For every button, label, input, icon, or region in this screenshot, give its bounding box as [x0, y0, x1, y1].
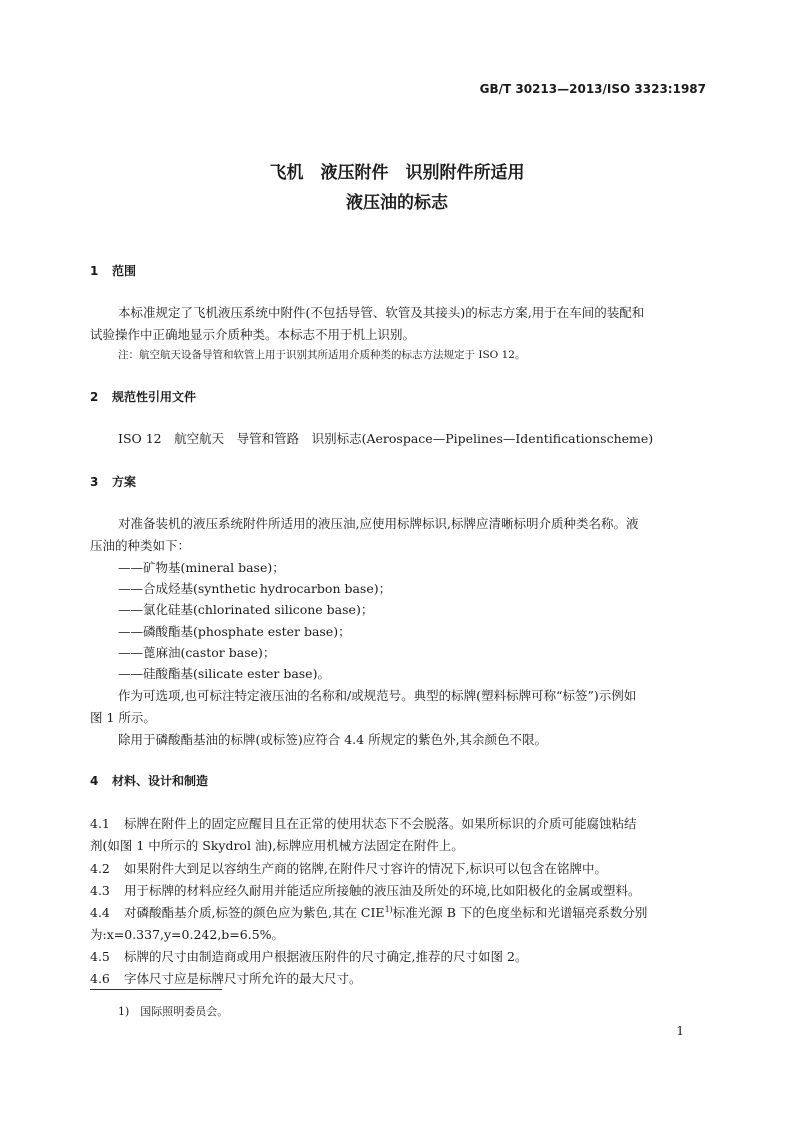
standard-number: GB/T 30213—2013/ISO 3323:1987	[479, 82, 706, 96]
section-title: 规范性引用文件	[112, 390, 197, 404]
clause-4-1-line-1	[90, 814, 637, 832]
clause-4-5	[90, 947, 527, 965]
list-item: ——硅酸酯基(silicate ester base)。	[118, 666, 330, 681]
clause-text: 用于标牌的材料应经久耐用并能适应所接触的液压油及所处的环境,比如阳极化的金属或塑料。	[124, 883, 641, 898]
section-number: 3	[90, 475, 99, 489]
clause-text: 字体尺寸应是标牌尺寸所允许的最大尺寸。	[124, 971, 362, 986]
clause-4-1-line-2: 剂(如图 1 中所示的 Skydrol 油),标牌应用机械方法固定在附件上。	[90, 838, 464, 853]
section-1-heading	[90, 262, 136, 279]
clause-text: 标牌的尺寸由制造商或用户根据液压附件的尺寸确定,推荐的尺寸如图 2。	[124, 949, 528, 964]
list-item: ——氯化硅基(chlorinated silicone base)；	[118, 602, 374, 617]
footnote-divider	[90, 989, 222, 990]
section-number: 1	[90, 264, 99, 278]
s3-para3: 除用于磷酸酯基油的标牌(或标签)应符合 4.4 所规定的紫色外,其余颜色不限。	[118, 732, 548, 747]
s3-para2-line-1: 作为可选项,也可标注特定液压油的名称和/或规范号。典型的标牌(塑料标牌可称“标签”)示例如	[118, 688, 637, 703]
clause-number: 4.1	[90, 816, 110, 831]
clause-number: 4.3	[90, 883, 110, 898]
clause-4-2	[90, 859, 607, 877]
s1-note: 注：航空航天设备导管和软管上用于识别其所适用介质种类的标志方法规定于 ISO 12。	[118, 349, 526, 361]
s1-para-line-2: 试验操作中正确地显示介质种类。本标志不用于机上识别。	[90, 327, 416, 342]
clause-text: 如果附件大到足以容纳生产商的铭牌,在附件尺寸容许的情况下,标识可以包含在铭牌中。	[124, 861, 607, 876]
clause-number: 4.5	[90, 949, 110, 964]
list-item: ——矿物基(mineral base)；	[118, 560, 285, 575]
clause-number: 4.2	[90, 861, 110, 876]
title-line-1: 飞机 液压附件 识别附件所适用	[269, 163, 525, 183]
section-number: 2	[90, 390, 99, 404]
clause-text: 标准光源 B 下的色度坐标和光谱辐亮系数分别	[392, 905, 648, 920]
s3-para2-line-2: 图 1 所示。	[90, 710, 156, 725]
footnote-marker: 1)	[384, 904, 393, 914]
clause-4-6	[90, 969, 362, 987]
list-item: ——蓖麻油(castor base)；	[118, 645, 276, 660]
clause-4-4-line-2: 为:x=0.337,y=0.242,b=6.5%。	[90, 927, 285, 942]
clause-4-3	[90, 881, 640, 899]
s1-para-line-1: 本标准规定了飞机液压系统中附件(不包括导管、软管及其接头)的标志方案,用于在车间的装配和	[118, 305, 645, 320]
clause-4-4-line-1	[90, 903, 647, 921]
footnote: 1) 国际照明委员会。	[118, 1005, 229, 1018]
section-number: 4	[90, 774, 99, 788]
clause-text: 标牌在附件上的固定应醒目且在正常的使用状态下不会脱落。如果所标识的介质可能腐蚀粘结	[124, 816, 637, 831]
clause-text: 对磷酸酯基介质,标签的颜色应为紫色,其在 CIE	[124, 905, 385, 920]
title-line-2: 液压油的标志	[346, 193, 448, 213]
s3-para1-line-2: 压油的种类如下：	[90, 538, 191, 553]
section-title: 方案	[112, 475, 137, 489]
clause-number: 4.6	[90, 971, 110, 986]
page-number: 1	[676, 1024, 684, 1038]
section-2-heading	[90, 388, 196, 405]
section-4-heading	[90, 772, 208, 789]
section-3-heading	[90, 473, 136, 490]
clause-number: 4.4	[90, 905, 110, 920]
list-item: ——磷酸酯基(phosphate ester base)；	[118, 624, 351, 639]
s2-reference: ISO 12 航空航天 导管和管路 识别标志(Aerospace—Pipelines—Identificationscheme)	[118, 431, 654, 446]
section-title: 范围	[112, 264, 137, 278]
s3-para1-line-1: 对准备装机的液压系统附件所适用的液压油,应使用标牌标识,标牌应清晰标明介质种类名称。液	[118, 516, 639, 531]
list-item: ——合成烃基(synthetic hydrocarbon base)；	[118, 581, 392, 596]
section-title: 材料、设计和制造	[112, 774, 209, 788]
